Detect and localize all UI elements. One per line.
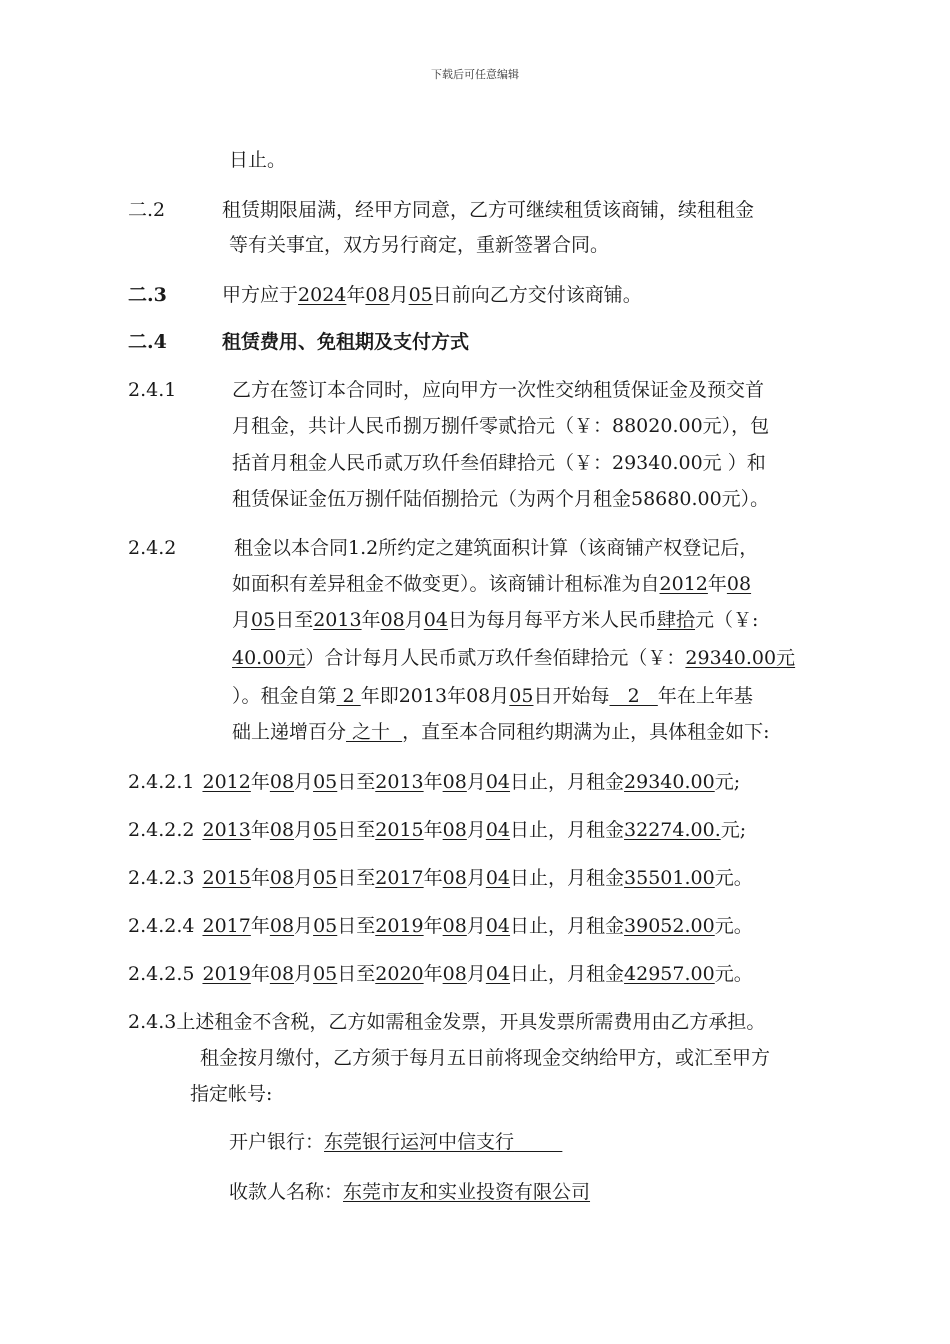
clause-2-4-title: 租赁费用、免租期及支付方式 (222, 331, 470, 353)
start-day: 05 (313, 819, 338, 841)
text: 年 (250, 867, 270, 889)
text: 年 (423, 915, 443, 937)
end-year: 2013 (375, 771, 424, 793)
continuation-line: 日止。 (229, 149, 287, 171)
text: 元（￥: (695, 609, 759, 631)
clause-number-2-2: 二.2 (128, 199, 166, 221)
text: 月 (294, 771, 314, 793)
end-month: 08 (442, 771, 467, 793)
start-year: 2017 (202, 915, 251, 937)
end-year: 2019 (375, 915, 424, 937)
clause-number-2-4-1: 2.4.1 (128, 379, 177, 401)
clause-2-4-2-line-5 (232, 682, 753, 710)
clause-2-4-1-line-3: 括首月租金人民币贰万玖仟叁佰肆拾元（￥：29340.00元 ）和 (232, 452, 766, 474)
text: 月 (466, 771, 486, 793)
rent-row (128, 912, 753, 940)
bank-name: 东莞银行运河中信支行 (324, 1131, 515, 1153)
payee-label: 收款人名称： (229, 1181, 344, 1203)
clause-number-2-4-2: 2.4.2 (128, 537, 177, 559)
start-year: 2013 (202, 819, 251, 841)
clause-2-4-2-line-2 (232, 570, 751, 598)
monthly-rent: 29340.00 (624, 771, 715, 793)
end-day: 04 (485, 867, 511, 889)
text: 日止，月租金 (510, 771, 625, 793)
text: ）。租金自第 (232, 685, 337, 707)
rent-end-month: 08 (380, 609, 405, 631)
text: 元; (720, 819, 747, 841)
clause-2-4-1-line-1: 乙方在签订本合同时，应向甲方一次性交纳租赁保证金及预交首 (232, 379, 765, 401)
start-year: 2012 (202, 771, 251, 793)
rent-row-number: 2.4.2.4 (128, 915, 195, 937)
end-day: 04 (485, 819, 511, 841)
handover-month: 08 (365, 284, 390, 306)
text: 年 (361, 609, 381, 631)
text: 年 (423, 771, 443, 793)
text: 日至 (275, 609, 314, 631)
rent-end-day: 04 (423, 609, 448, 631)
text: 日至 (337, 915, 376, 937)
text: 日至 (337, 819, 376, 841)
text: 元。 (714, 963, 753, 985)
monthly-rent: 35501.00 (624, 867, 715, 889)
text: 日止，月租金 (510, 819, 625, 841)
end-month: 08 (442, 963, 467, 985)
text: 月 (404, 609, 424, 631)
end-year: 2020 (375, 963, 424, 985)
start-day: 05 (313, 771, 338, 793)
bank-line (229, 1128, 562, 1156)
end-day: 04 (485, 915, 511, 937)
increase-interval: 2 (609, 685, 658, 707)
start-day: 05 (313, 867, 338, 889)
rent-start-year: 2012 (659, 573, 708, 595)
start-year: 2019 (202, 963, 251, 985)
rent-row-number: 2.4.2.3 (128, 867, 195, 889)
text: 元。 (714, 915, 753, 937)
monthly-rent: 42957.00 (624, 963, 715, 985)
text: 年 (707, 573, 727, 595)
text: 日至 (337, 963, 376, 985)
text: 年 (250, 963, 270, 985)
text: 月 (466, 819, 486, 841)
text: 年 (250, 771, 270, 793)
text: 甲方应于 (222, 284, 299, 306)
end-year: 2017 (375, 867, 424, 889)
text: 月 (232, 609, 252, 631)
end-year: 2015 (375, 819, 424, 841)
rent-row-number: 2.4.2.5 (128, 963, 195, 985)
text: 月 (466, 867, 486, 889)
monthly-rent: 39052.00 (624, 915, 715, 937)
clause-2-4-2-line-3 (232, 606, 758, 634)
increase-percent: 之十 (346, 721, 403, 743)
clause-2-4-3-line-1: 2.4.3上述租金不含税，乙方如需租金发票，开具发票所需费用由乙方承担。 (128, 1011, 766, 1033)
increase-day: 05 (509, 685, 534, 707)
bank-label: 开户银行： (229, 1131, 325, 1153)
rent-end-year: 2013 (313, 609, 362, 631)
end-day: 04 (485, 771, 511, 793)
unit-rent-words: 肆拾 (657, 609, 696, 631)
payee-value: 东莞市友和实业投资有限公司 (343, 1181, 591, 1203)
payee-line (229, 1178, 590, 1206)
rent-start-day: 05 (251, 609, 276, 631)
start-month: 08 (269, 771, 295, 793)
text: 年 (447, 685, 467, 707)
rent-row (128, 768, 740, 796)
text: 础上递增百分 (232, 721, 347, 743)
clause-2-4-1-line-4: 租赁保证金伍万捌仟陆佰捌拾元（为两个月租金58680.00元）。 (232, 488, 770, 510)
page-header: 下载后可任意编辑 (431, 68, 519, 81)
text: 日止，月租金 (510, 867, 625, 889)
increase-month: 08 (466, 685, 491, 707)
text: 元; (714, 771, 741, 793)
start-month: 08 (269, 963, 295, 985)
bank-value (324, 1131, 562, 1153)
blank-fill (514, 1131, 562, 1153)
text: 月 (294, 867, 314, 889)
unit-rent-amount: 40.00元 (232, 647, 306, 669)
start-day: 05 (313, 915, 338, 937)
text: 年 (346, 284, 366, 306)
text: 日开始每 (533, 685, 610, 707)
clause-2-2-line-2: 等有关事宜，双方另行商定，重新签署合同。 (229, 234, 610, 256)
rent-row (128, 864, 753, 892)
text: 年 (423, 867, 443, 889)
clause-2-4-2-line-1: 租金以本合同1.2所约定之建筑面积计算（该商铺产权登记后， (234, 537, 759, 559)
text: 日止，月租金 (510, 915, 625, 937)
monthly-rent: 32274.00. (624, 819, 721, 841)
end-month: 08 (442, 819, 467, 841)
end-month: 08 (442, 915, 467, 937)
handover-day: 05 (408, 284, 433, 306)
clause-2-2-line-1: 租赁期限届满，经甲方同意，乙方可继续租赁该商铺，续租租金 (222, 199, 755, 221)
text: 元。 (714, 867, 753, 889)
text: 日至 (337, 771, 376, 793)
text: 日前向乙方交付该商铺。 (432, 284, 642, 306)
text: 月 (466, 963, 486, 985)
text: 年 (250, 915, 270, 937)
text: 年 (250, 819, 270, 841)
text: 月 (294, 915, 314, 937)
rent-row-number: 2.4.2.1 (128, 771, 195, 793)
rent-row (128, 960, 753, 988)
rent-row-number: 2.4.2.2 (128, 819, 195, 841)
text: 年在上年基 (657, 685, 753, 707)
text: 年即 (360, 685, 399, 707)
start-month: 08 (269, 819, 295, 841)
text: 月 (466, 915, 486, 937)
text: 如面积有差异租金不做变更）。该商铺计租标准为自 (232, 573, 660, 595)
handover-year: 2024 (298, 284, 347, 306)
monthly-rent-amount: 29340.00元 (685, 647, 796, 669)
clause-2-4-3-line-3: 指定帐号: (190, 1083, 273, 1105)
text: 日至 (337, 867, 376, 889)
text: 日为每月每平方米人民币 (447, 609, 657, 631)
rent-row (128, 816, 746, 844)
text: 月 (294, 819, 314, 841)
increase-start-year-index: 2 (336, 685, 361, 707)
clause-2-4-2-line-6 (232, 718, 770, 746)
text: ）合计每月人民币贰万玖仟叁佰肆拾元（￥： (305, 647, 686, 669)
clause-2-4-1-line-2: 月租金，共计人民币捌万捌仟零贰拾元（￥：88020.00元），包 (232, 415, 770, 437)
text: 年 (423, 963, 443, 985)
text: ，直至本合同租约期满为止，具体租金如下: (402, 721, 770, 743)
clause-2-3-text (222, 281, 642, 309)
start-day: 05 (313, 963, 338, 985)
text: 月 (389, 284, 409, 306)
end-day: 04 (485, 963, 511, 985)
start-year: 2015 (202, 867, 251, 889)
start-month: 08 (269, 915, 295, 937)
text: 年 (423, 819, 443, 841)
clause-2-4-2-line-4 (232, 644, 795, 672)
text: 月 (490, 685, 510, 707)
clause-2-4-3-line-2: 租金按月缴付，乙方须于每月五日前将现金交纳给甲方，或汇至甲方 (200, 1047, 771, 1069)
increase-year: 2013 (398, 685, 448, 707)
text: 月 (294, 963, 314, 985)
end-month: 08 (442, 867, 467, 889)
clause-number-2-3: 二.3 (128, 284, 167, 306)
rent-start-month: 08 (726, 573, 752, 595)
start-month: 08 (269, 867, 295, 889)
text: 日止，月租金 (510, 963, 625, 985)
clause-number-2-4: 二.4 (128, 331, 167, 353)
